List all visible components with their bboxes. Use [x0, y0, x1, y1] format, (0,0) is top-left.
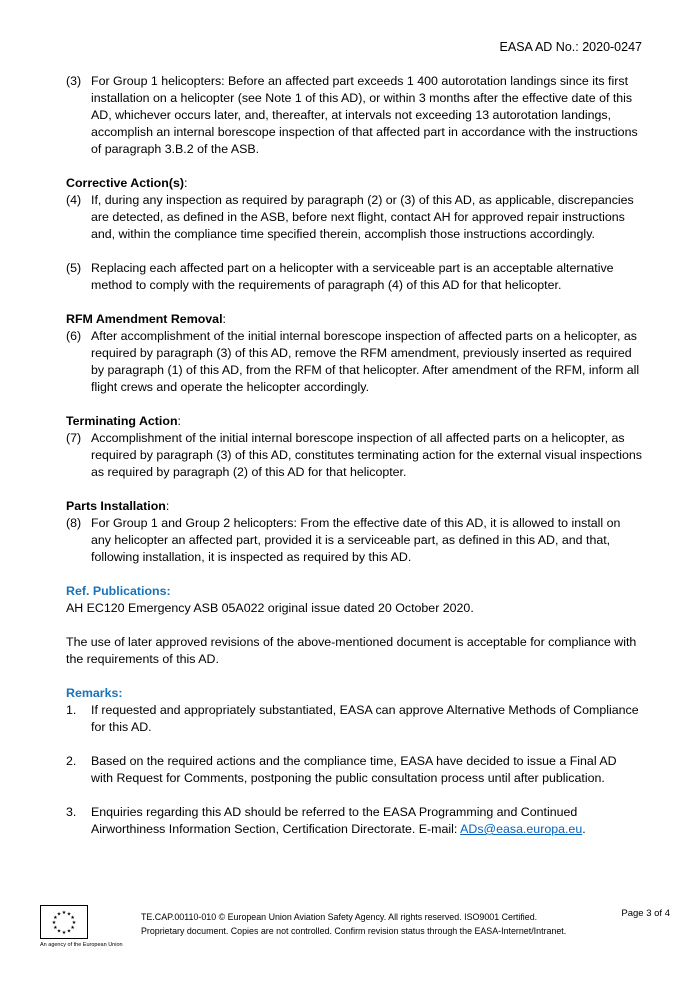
section-heading	[66, 175, 642, 192]
footer-line-2: Proprietary document. Copies are not controlled. Confirm revision status through the EASA-Internet/Intranet.	[141, 926, 567, 936]
section-heading	[66, 498, 642, 515]
section-heading-text: Corrective Action(s)	[66, 176, 184, 190]
ad-paragraph	[66, 515, 642, 566]
flag-star: ★	[61, 910, 67, 916]
remark-item-1	[66, 702, 642, 736]
paragraph-number: (4)	[66, 193, 82, 207]
paragraph-text: For Group 1 and Group 2 helicopters: From the effective date of this AD, it is allowed to install on any helicopter an affected part, provided it is a serviceable part, as defined in this AD, and that, following installation, it is inspected as required by this AD.	[91, 516, 621, 564]
flag-star: ★	[53, 925, 58, 931]
paragraph-number: (5)	[66, 261, 82, 275]
ad-paragraph	[66, 328, 642, 396]
remark-item-3	[66, 804, 642, 838]
remark-text: Enquiries regarding this AD should be referred to the EASA Programming and Continued Airworthiness Information Section, Certification Directorate. E-mail:	[91, 805, 578, 836]
footer-copyright	[141, 910, 566, 938]
section-heading-colon: :	[165, 499, 170, 513]
flag-star: ★	[53, 915, 58, 921]
ad-number-header: EASA AD No.: 2020-0247	[499, 40, 642, 54]
section-heading-text: Parts Installation	[66, 499, 166, 513]
paragraph-text: For Group 1 helicopters: Before an affected part exceeds 1 400 autorotation landings since its first installation on a helicopter (see Note 1 of this AD), or within 3 months after the effective date of this AD, whichever occurs later, and, thereafter, at intervals not exceeding 13 autorotation landings, accomplish an internal borescope inspection of that affected part in accordance with the instructions of paragraph 3.B.2 of the ASB.	[91, 74, 638, 156]
ad-paragraph	[66, 430, 642, 481]
remark-number: 2.	[66, 754, 77, 768]
flag-star: ★	[70, 925, 75, 931]
section-heading	[66, 413, 642, 430]
flag-star: ★	[51, 920, 57, 926]
ref-publication-line: AH EC120 Emergency ASB 05A022 original issue dated 20 October 2020.	[66, 601, 474, 615]
page-footer	[40, 905, 670, 965]
remark-text: If requested and appropriately substantiated, EASA can approve Alternative Methods of Compliance for this AD.	[91, 703, 639, 734]
flag-star: ★	[56, 928, 62, 935]
eu-flag-logo	[40, 905, 88, 939]
remarks-heading: Remarks:	[66, 686, 123, 700]
ad-paragraph	[66, 192, 642, 243]
paragraph-text: Replacing each affected part on a helicopter with a serviceable part is an acceptable alternative method to comply with the requirements of paragraph (4) of this AD for that helicopter.	[91, 261, 614, 292]
remark-period: .	[582, 822, 586, 836]
ref-revisions-paragraph: The use of later approved revisions of the above-mentioned document is acceptable for compliance with the requirements of this AD.	[66, 635, 637, 666]
flag-star: ★	[70, 915, 75, 921]
section-heading-text: Terminating Action	[66, 414, 178, 428]
eu-stars-icon	[41, 906, 87, 938]
remark-number: 3.	[66, 805, 77, 819]
paragraph-text: If, during any inspection as required by paragraph (2) or (3) of this AD, as applicable, discrepancies are detected, as defined in the ASB, before next flight, contact AH for approved repair instructions and, within the compliance time specified therein, accomplish those instructions accordingly.	[91, 193, 634, 241]
flag-star: ★	[61, 930, 67, 936]
email-link[interactable]: ADs@easa.europa.eu	[460, 822, 583, 836]
remark-text: Based on the required actions and the compliance time, EASA have decided to issue a Final AD with Request for Comments, postponing the public consultation process until after publication.	[91, 754, 617, 785]
ref-publications-heading: Ref. Publications:	[66, 584, 171, 598]
flag-star: ★	[66, 911, 72, 918]
ad-sections	[66, 73, 642, 583]
paragraph-number: (7)	[66, 431, 82, 445]
section-heading-colon: :	[222, 312, 226, 326]
section-heading-colon: :	[177, 414, 181, 428]
section-heading-colon: :	[183, 176, 188, 190]
flag-star: ★	[56, 911, 62, 918]
flag-star: ★	[71, 920, 77, 926]
paragraph-number: (8)	[66, 516, 82, 530]
remark-number: 1.	[66, 703, 77, 717]
section-heading	[66, 311, 642, 328]
flag-star: ★	[66, 928, 72, 935]
paragraph-text: After accomplishment of the initial internal borescope inspection of affected parts on a helicopter, as required by paragraph (3) of this AD, remove the RFM amendment, previously inserted as required by paragraph (1) of this AD, from the RFM of that helicopter. After amendment of the RFM, inform all flight crews and operate the helicopter accordingly.	[91, 329, 640, 394]
paragraph-number: (3)	[66, 74, 82, 88]
section-heading-text: RFM Amendment Removal	[66, 312, 223, 326]
ad-paragraph	[66, 73, 642, 158]
ad-paragraph	[66, 260, 642, 294]
document-body	[66, 73, 642, 838]
agency-caption: An agency of the European Union	[40, 942, 123, 948]
paragraph-number: (6)	[66, 329, 82, 343]
remark-item-2	[66, 753, 642, 787]
paragraph-text: Accomplishment of the initial internal borescope inspection of all affected parts on a helicopter, as required by paragraph (3) of this AD, constitutes terminating action for the external visual inspections as required by paragraph (2) of this AD for that helicopter.	[91, 431, 642, 479]
page-number: Page 3 of 4	[621, 908, 670, 919]
footer-line-1: TE.CAP.00110-010 © European Union Aviation Safety Agency. All rights reserved. ISO9001 Certified.	[141, 912, 538, 922]
